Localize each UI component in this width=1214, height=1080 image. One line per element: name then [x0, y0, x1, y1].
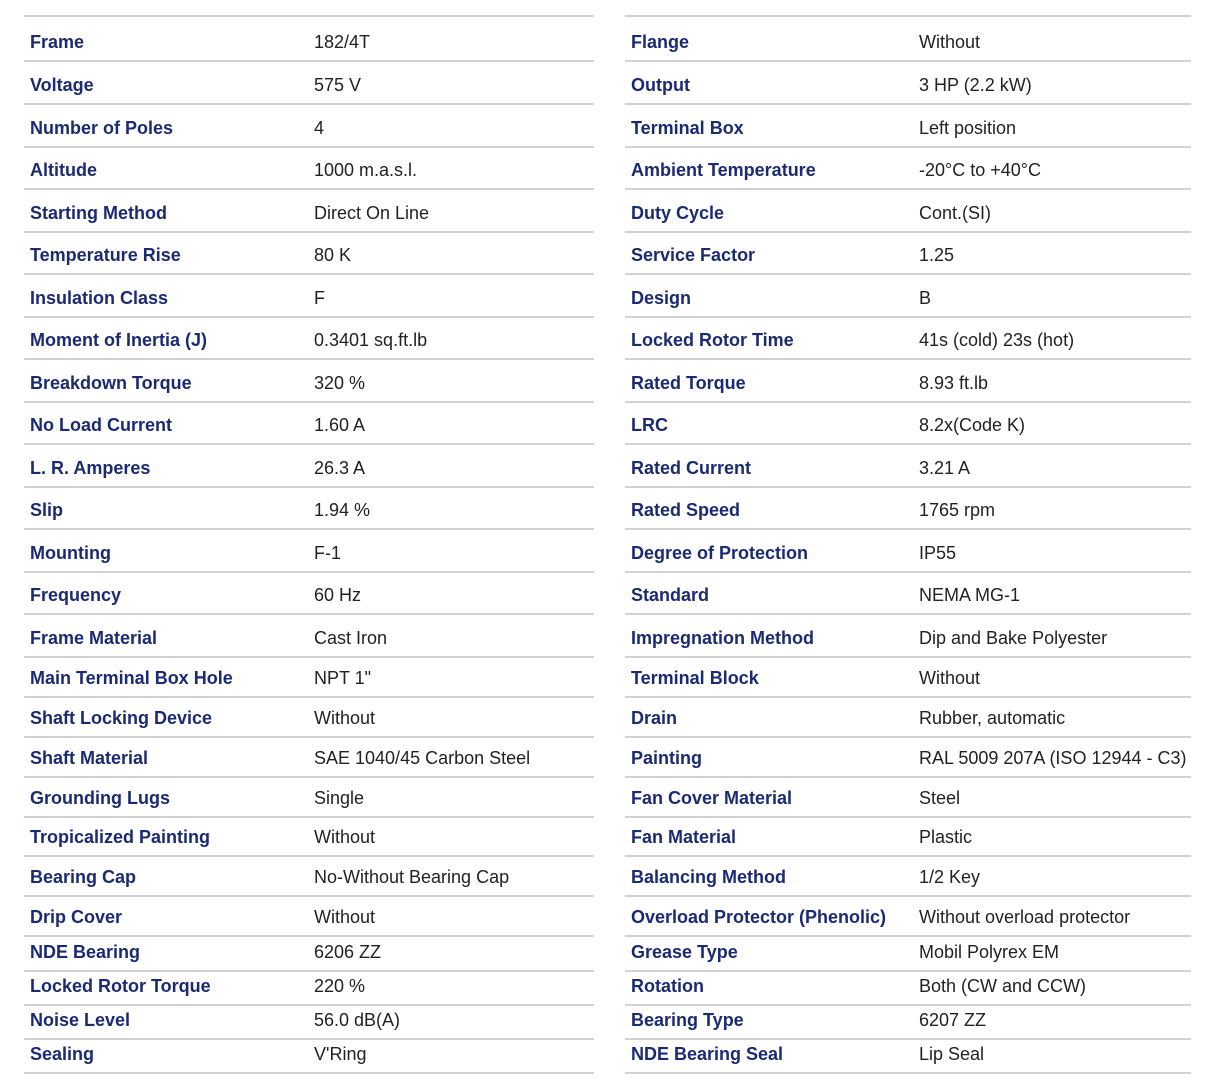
spec-label: Bearing Type	[631, 1010, 744, 1030]
spec-label: Rated Torque	[631, 373, 746, 393]
spec-row	[625, 857, 1191, 897]
spec-value: 182/4T	[314, 32, 371, 52]
spec-value: 6207 ZZ	[919, 1010, 987, 1030]
spec-label: Shaft Material	[30, 748, 149, 768]
spec-row	[625, 658, 1191, 698]
spec-value: Without	[314, 708, 376, 728]
spec-value: No-Without Bearing Cap	[314, 867, 510, 887]
spec-value: 575 V	[314, 75, 362, 95]
spec-row	[625, 1040, 1191, 1074]
spec-row	[625, 233, 1191, 275]
spec-label: Number of Poles	[30, 118, 174, 138]
spec-row	[625, 615, 1191, 658]
spec-label: Shaft Locking Device	[30, 708, 213, 728]
spec-value: 1/2 Key	[919, 867, 981, 887]
spec-label: Ambient Temperature	[631, 160, 816, 180]
spec-row	[625, 275, 1191, 318]
spec-value: 1.60 A	[314, 415, 366, 435]
spec-row	[24, 698, 594, 738]
spec-row	[24, 488, 594, 530]
spec-row	[24, 658, 594, 698]
spec-label: Noise Level	[30, 1010, 131, 1030]
spec-value: -20°C to +40°C	[919, 160, 1041, 180]
spec-value: 1.94 %	[314, 500, 371, 520]
spec-label: NDE Bearing Seal	[631, 1044, 784, 1064]
spec-row	[24, 233, 594, 275]
spec-label: Voltage	[30, 75, 94, 95]
spec-label: Duty Cycle	[631, 203, 725, 223]
spec-row	[625, 778, 1191, 818]
spec-value: 56.0 dB(A)	[314, 1010, 401, 1030]
spec-label: Service Factor	[631, 245, 756, 265]
spec-label: Frame	[30, 32, 85, 52]
spec-value: V'Ring	[314, 1044, 367, 1064]
spec-label: Moment of Inertia (J)	[30, 330, 208, 350]
spec-row	[24, 445, 594, 488]
spec-row	[625, 62, 1191, 105]
spec-label: Output	[631, 75, 690, 95]
spec-value: Dip and Bake Polyester	[919, 628, 1108, 648]
spec-value: Cont.(SI)	[919, 203, 992, 223]
spec-row	[625, 1006, 1191, 1040]
spec-value: Cast Iron	[314, 628, 388, 648]
spec-value: Steel	[919, 788, 961, 808]
spec-value: Without	[919, 668, 981, 688]
spec-row	[625, 738, 1191, 778]
spec-label: Mounting	[30, 543, 111, 563]
spec-row	[625, 897, 1191, 937]
spec-value: Both (CW and CCW)	[919, 976, 1087, 996]
spec-label: Frequency	[30, 585, 122, 605]
spec-value: SAE 1040/45 Carbon Steel	[314, 748, 531, 768]
spec-label: Terminal Box	[631, 118, 744, 138]
spec-row	[24, 275, 594, 318]
spec-value: Single	[314, 788, 365, 808]
spec-row	[625, 360, 1191, 403]
spec-row	[625, 105, 1191, 148]
spec-label: Rated Current	[631, 458, 752, 478]
spec-label: Sealing	[30, 1044, 95, 1064]
spec-row	[24, 972, 594, 1006]
spec-value: B	[919, 288, 932, 308]
spec-value: 0.3401 sq.ft.lb	[314, 330, 428, 350]
spec-value: F-1	[314, 543, 341, 563]
spec-label: Balancing Method	[631, 867, 787, 887]
spec-row	[24, 105, 594, 148]
spec-label: Insulation Class	[30, 288, 169, 308]
spec-value: 6206 ZZ	[314, 942, 382, 962]
spec-value: Without	[314, 827, 376, 847]
spec-label: Rotation	[631, 976, 704, 996]
spec-column-right	[625, 15, 1191, 1074]
spec-label: Bearing Cap	[30, 867, 137, 887]
spec-label: Standard	[631, 585, 710, 605]
spec-value: 1765 rpm	[919, 500, 996, 520]
spec-value: 1.25	[919, 245, 955, 265]
spec-row	[24, 857, 594, 897]
spec-label: LRC	[631, 415, 668, 435]
spec-row	[24, 818, 594, 857]
spec-row	[24, 738, 594, 778]
spec-label: Overload Protector (Phenolic)	[631, 907, 887, 927]
spec-value: Without overload protector	[919, 907, 1131, 927]
spec-value: RAL 5009 207A (ISO 12944 - C3)	[919, 748, 1187, 768]
spec-row	[625, 972, 1191, 1006]
spec-row	[24, 530, 594, 573]
spec-label: No Load Current	[30, 415, 172, 435]
spec-value: 60 Hz	[314, 585, 362, 605]
spec-label: Fan Material	[631, 827, 737, 847]
spec-value: 320 %	[314, 373, 366, 393]
spec-row	[625, 573, 1191, 615]
spec-label: Frame Material	[30, 628, 158, 648]
spec-value: 80 K	[314, 245, 352, 265]
spec-value: NEMA MG-1	[919, 585, 1021, 605]
spec-row	[625, 818, 1191, 857]
spec-label: Impregnation Method	[631, 628, 814, 648]
spec-label: Terminal Block	[631, 668, 759, 688]
spec-value: Rubber, automatic	[919, 708, 1066, 728]
spec-row	[24, 360, 594, 403]
spec-value: NPT 1"	[314, 668, 372, 688]
spec-row	[625, 403, 1191, 445]
spec-value: 8.2x(Code K)	[919, 415, 1026, 435]
spec-row	[24, 937, 594, 972]
spec-row	[625, 148, 1191, 190]
spec-value: 1000 m.a.s.l.	[314, 160, 418, 180]
spec-label: Grounding Lugs	[30, 788, 170, 808]
spec-value: Mobil Polyrex EM	[919, 942, 1060, 962]
spec-row	[625, 698, 1191, 738]
spec-label: Main Terminal Box Hole	[30, 668, 233, 688]
spec-row	[24, 1040, 594, 1074]
spec-label: Degree of Protection	[631, 543, 809, 563]
spec-row	[625, 488, 1191, 530]
spec-value: 4	[314, 118, 325, 138]
spec-row	[24, 778, 594, 818]
spec-value: 26.3 A	[314, 458, 366, 478]
spec-column-left	[24, 15, 594, 1074]
spec-value: F	[314, 288, 325, 308]
spec-label: Tropicalized Painting	[30, 827, 211, 847]
spec-row	[625, 190, 1191, 233]
spec-value: 41s (cold) 23s (hot)	[919, 330, 1075, 350]
spec-label: Rated Speed	[631, 500, 741, 520]
spec-label: Design	[631, 288, 692, 308]
spec-label: Temperature Rise	[30, 245, 181, 265]
spec-label: Drain	[631, 708, 678, 728]
spec-label: Fan Cover Material	[631, 788, 793, 808]
spec-row	[625, 530, 1191, 573]
spec-label: L. R. Amperes	[30, 458, 151, 478]
spec-label: NDE Bearing	[30, 942, 141, 962]
spec-row	[24, 897, 594, 937]
spec-label: Painting	[631, 748, 702, 768]
spec-label: Breakdown Torque	[30, 373, 192, 393]
spec-value: Without	[314, 907, 376, 927]
spec-label: Locked Rotor Torque	[30, 976, 211, 996]
spec-value: 3.21 A	[919, 458, 971, 478]
spec-value: Lip Seal	[919, 1044, 985, 1064]
spec-row	[625, 318, 1191, 360]
spec-value: Direct On Line	[314, 203, 430, 223]
spec-row	[24, 318, 594, 360]
spec-value: Plastic	[919, 827, 973, 847]
spec-label: Locked Rotor Time	[631, 330, 794, 350]
spec-row	[24, 190, 594, 233]
spec-row	[24, 1006, 594, 1040]
spec-label: Slip	[30, 500, 64, 520]
spec-value: Without	[919, 32, 981, 52]
spec-row	[24, 573, 594, 615]
spec-label: Flange	[631, 32, 690, 52]
spec-label: Altitude	[30, 160, 97, 180]
spec-row	[24, 403, 594, 445]
spec-row	[625, 17, 1191, 62]
spec-value: Left position	[919, 118, 1017, 138]
spec-row	[625, 937, 1191, 972]
spec-value: IP55	[919, 543, 957, 563]
spec-row	[625, 445, 1191, 488]
spec-row	[24, 148, 594, 190]
spec-value: 3 HP (2.2 kW)	[919, 75, 1032, 95]
spec-value: 220 %	[314, 976, 366, 996]
spec-label: Drip Cover	[30, 907, 123, 927]
spec-value: 8.93 ft.lb	[919, 373, 989, 393]
spec-row	[24, 62, 594, 105]
spec-row	[24, 17, 594, 62]
spec-row	[24, 615, 594, 658]
spec-label: Grease Type	[631, 942, 738, 962]
spec-label: Starting Method	[30, 203, 167, 223]
